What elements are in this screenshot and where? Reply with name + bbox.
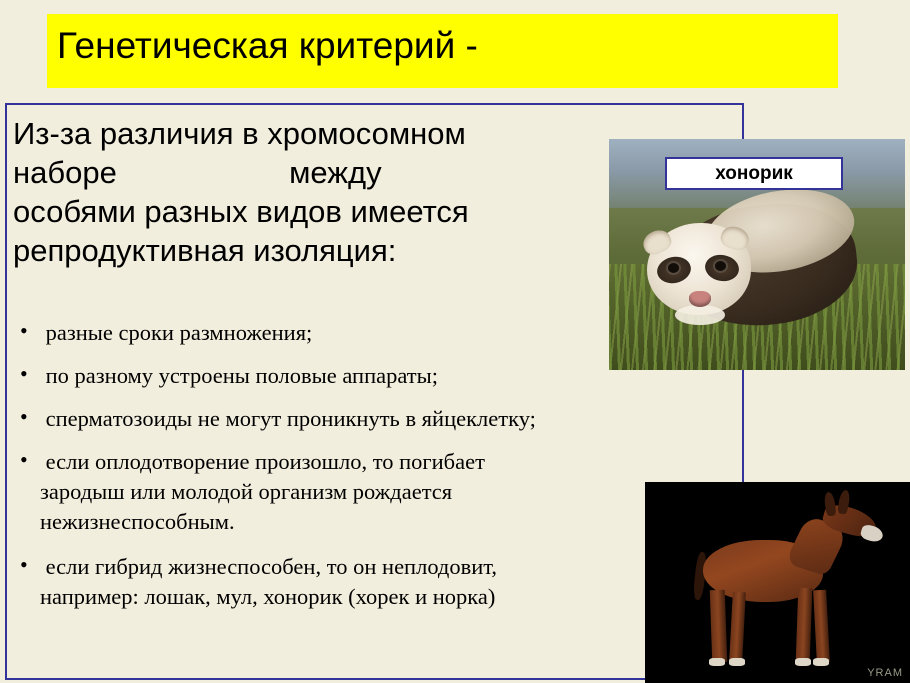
mule-hoof bbox=[795, 658, 811, 666]
mule-photo bbox=[645, 482, 910, 683]
photo-watermark: YRAM bbox=[867, 667, 903, 679]
mule-leg-front-left bbox=[796, 588, 813, 662]
photo-caption-khonorik bbox=[665, 157, 843, 190]
intro-line-1: Из-за различия в хромосомном bbox=[13, 116, 466, 151]
mule-leg-back-left bbox=[710, 590, 728, 662]
bullet-marker: • bbox=[20, 552, 28, 577]
mule-leg-front-right bbox=[813, 590, 830, 663]
title-banner bbox=[47, 14, 838, 88]
list-item-text: если оплодотворение произошло, то погибает зародыш или молодой организм рождается нежизнеспособным. bbox=[40, 449, 485, 534]
mule-hoof bbox=[709, 658, 725, 666]
list-item-text: спермaтозоиды не могут проникнуть в яйцеклетку; bbox=[40, 406, 536, 431]
list-item-text: если гибрид жизнеспособен, то он неплодовит, например: лошак, мул, хонорик (хорек и норка) bbox=[40, 554, 498, 609]
mule-hoof bbox=[729, 658, 745, 666]
page-title: Генетическая критерий - bbox=[57, 25, 478, 66]
list-item-text: разные сроки размножения; bbox=[40, 320, 313, 345]
photo-caption-text: хонорик bbox=[715, 162, 793, 184]
ferret-chin bbox=[675, 305, 725, 325]
bullet-marker: • bbox=[20, 447, 28, 472]
list-item bbox=[14, 552, 714, 612]
ferret-photo bbox=[609, 139, 905, 370]
ferret-nose bbox=[689, 291, 711, 307]
intro-line-2: наборе между bbox=[13, 155, 382, 190]
intro-line-3: особями разных видов имеется bbox=[13, 194, 469, 229]
mule-hoof bbox=[813, 658, 829, 666]
bullet-marker: • bbox=[20, 361, 28, 386]
mule-leg-back-right bbox=[729, 592, 746, 663]
intro-line-4: репродуктивная изоляция: bbox=[13, 233, 397, 268]
list-item bbox=[14, 447, 714, 537]
intro-paragraph bbox=[13, 114, 713, 270]
bullet-marker: • bbox=[20, 404, 28, 429]
mule-muzzle bbox=[859, 523, 884, 543]
ferret-eye-right bbox=[715, 261, 726, 271]
list-item-text: по разному устроены половые аппараты; bbox=[40, 363, 438, 388]
ferret-eye-left bbox=[668, 263, 679, 273]
bullet-marker: • bbox=[20, 318, 28, 343]
list-item bbox=[14, 404, 714, 434]
